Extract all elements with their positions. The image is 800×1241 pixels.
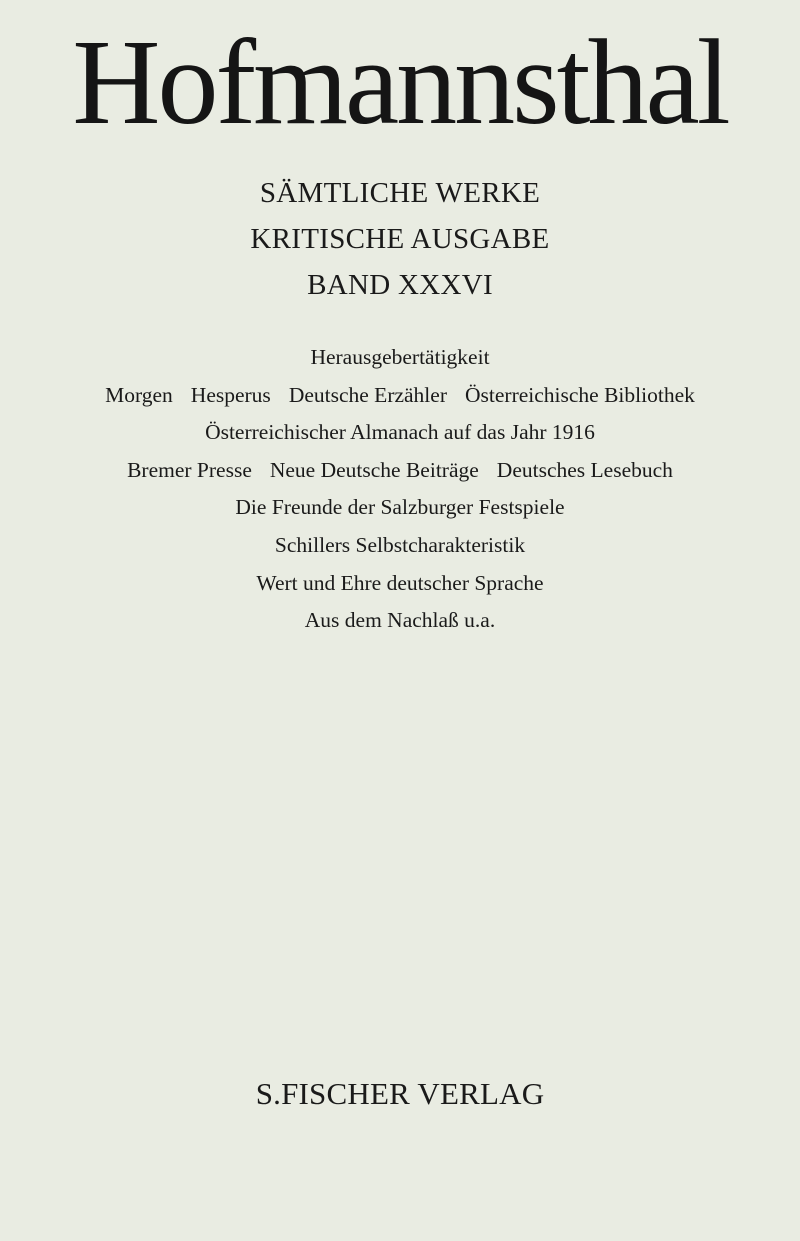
series-title: SÄMTLICHE WERKE <box>259 177 541 209</box>
contents-line <box>0 452 800 490</box>
contents-item: Wert und Ehre deutscher Sprache <box>256 570 544 595</box>
contents-item: Bremer Presse <box>127 457 252 482</box>
contents-item: Schillers Selbstcharakteristik <box>274 532 526 557</box>
contents-item: Aus dem Nachlaß u.a. <box>304 608 496 633</box>
contents-item: Österreichische Bibliothek <box>465 382 695 407</box>
edition-title: KRITISCHE AUSGABE <box>250 223 550 255</box>
contents-line <box>0 489 800 527</box>
contents-item: Morgen <box>105 382 173 407</box>
contents-line <box>0 565 800 603</box>
contents-line <box>0 414 800 452</box>
contents-item: Neue Deutsche Beiträge <box>269 457 479 482</box>
contents-item: Deutsches Lesebuch <box>496 457 673 482</box>
series-title-block <box>0 170 800 308</box>
contents-line <box>0 377 800 415</box>
contents-item: Hesperus <box>190 382 271 407</box>
contents-list <box>0 339 800 640</box>
contents-item: Die Freunde der Salzburger Festspiele <box>235 495 565 520</box>
contents-line <box>0 527 800 565</box>
author-name: Hofmannsthal <box>72 15 728 150</box>
volume-number: BAND XXXVI <box>307 269 493 301</box>
contents-heading: Herausgebertätigkeit <box>310 345 490 369</box>
contents-item: Deutsche Erzähler <box>288 382 447 407</box>
contents-item: Österreichischer Almanach auf das Jahr 1916 <box>205 420 595 445</box>
contents-line <box>0 602 800 640</box>
publisher-name: S.FISCHER VERLAG <box>255 1076 545 1111</box>
